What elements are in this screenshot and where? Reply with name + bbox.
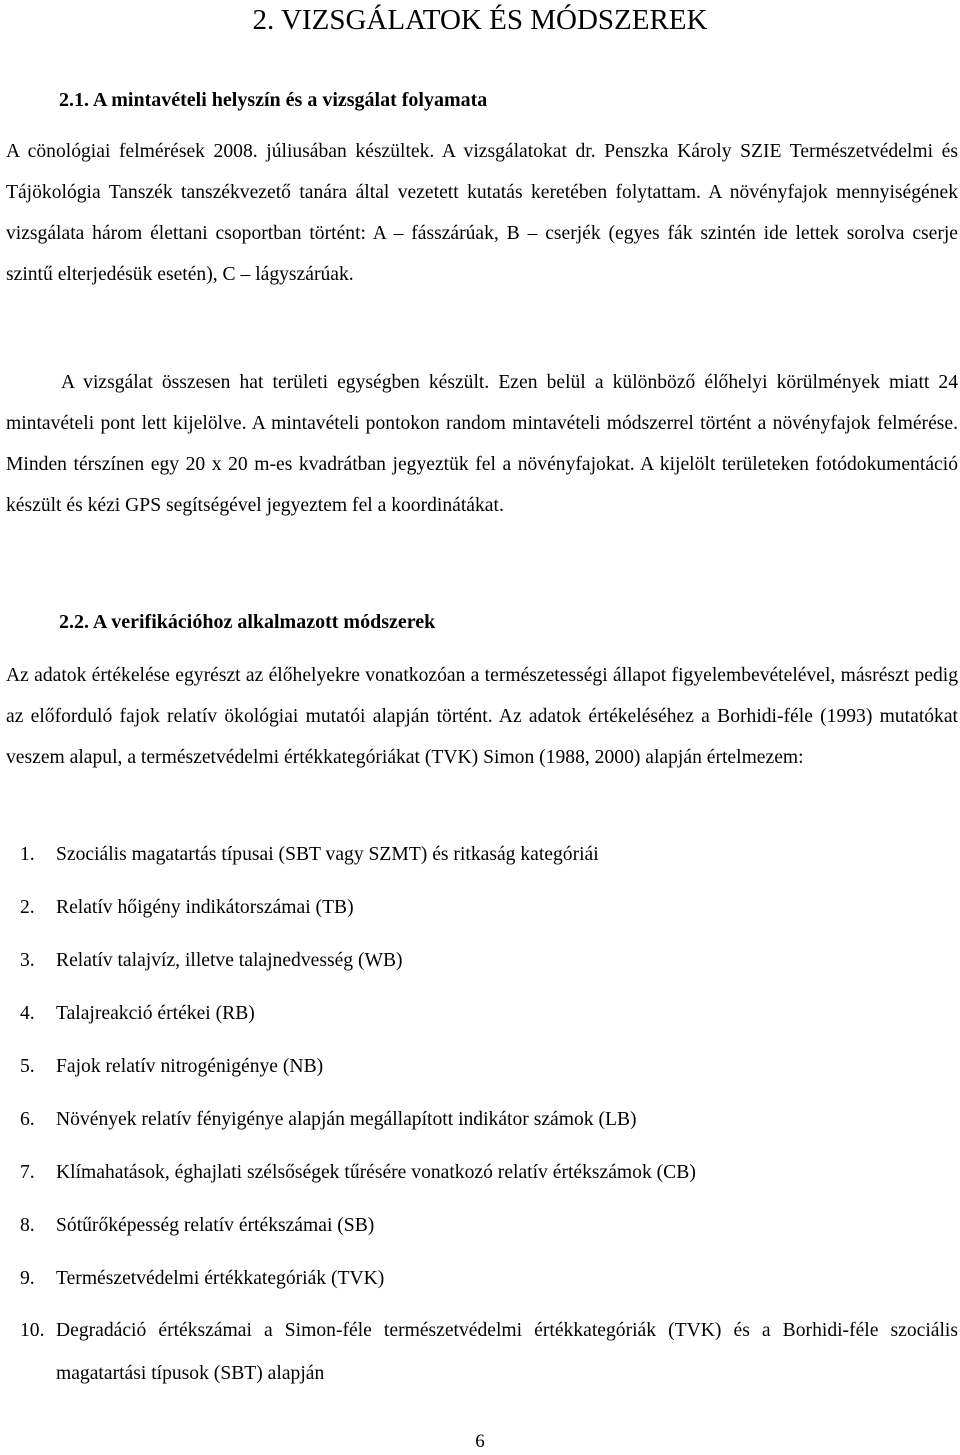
section-title-2-2: 2.2. A verifikációhoz alkalmazott módszerek — [59, 611, 436, 633]
list-item: 3. Relatív talajvíz, illetve talajnedvesség (WB) — [20, 950, 403, 971]
list-item: 7. Klímahatások, éghajlati szélsőségek tűrésére vonatkozó relatív értékszámok (CB) — [20, 1162, 696, 1183]
list-item: 10. Degradáció értékszámai a Simon-féle természetvédelmi értékkategóriák (TVK) és a Borhidi-féle szociális magatartási típusok (SBT) alapján — [20, 1320, 958, 1384]
section-title-2-1: 2.1. A mintavételi helyszín és a vizsgálat folyamata — [59, 89, 488, 111]
list-item: 1. Szociális magatartás típusai (SBT vagy SZMT) és ritkaság kategóriái — [20, 844, 599, 865]
indicator-list — [20, 832, 958, 1395]
section-2-1-paragraph-2: A vizsgálat összesen hat területi egységben készült. Ezen belül a különböző élőhelyi körülmények miatt 24 mintavételi pont lett kijelölve. A mintavételi pontokon random mintavételi módszerrel történt a növényfajok felmérése. Minden térszínen egy 20 x 20 m-es kvadrátban jegyeztük fel a növényfajokat. A kijelölt területeken fotódokumentáció készült és kézi GPS segítségével jegyeztem fel a koordinátákat. — [6, 372, 958, 516]
section-2-2-paragraph-1: Az adatok értékelése egyrészt az élőhelyekre vonatkozóan a természetességi állapot figyelembevételével, másrészt pedig az előforduló fajok relatív ökológiai mutatói alapján történt. Az adatok értékeléséhez a Borhidi-féle (1993) mutatókat veszem alapul, a természetvédelmi értékkategóriákat (TVK) Simon (1988, 2000) alapján értelmezem: — [6, 665, 958, 768]
list-item: 9. Természetvédelmi értékkategóriák (TVK) — [20, 1268, 385, 1289]
section-2-1-paragraph-1: A cönológiai felmérések 2008. júliusában készültek. A vizsgálatokat dr. Penszka Károly SZIE Természetvédelmi és Tájökológia Tanszék tanszékvezető tanára által vezetett kutatás keretében folytattam. A növényfajok mennyiségének vizsgálata három élettani csoportban történt: A – fásszárúak, B – cserjék (egyes fák szintén ide lettek sorolva cserje szintű elterjedésük esetén), C – lágyszárúak. — [6, 141, 958, 285]
page-number: 6 — [475, 1431, 485, 1452]
list-item: 5. Fajok relatív nitrogénigénye (NB) — [20, 1056, 324, 1077]
list-item: 6. Növények relatív fényigénye alapján megállapított indikátor számok (LB) — [20, 1109, 637, 1130]
list-item: 8. Sótűrőképesség relatív értékszámai (SB) — [20, 1215, 375, 1236]
list-item: 4. Talajreakció értékei (RB) — [20, 1003, 255, 1024]
chapter-title: 2. VIZSGÁLATOK ÉS MÓDSZEREK — [252, 4, 708, 36]
list-item: 2. Relatív hőigény indikátorszámai (TB) — [20, 897, 354, 918]
